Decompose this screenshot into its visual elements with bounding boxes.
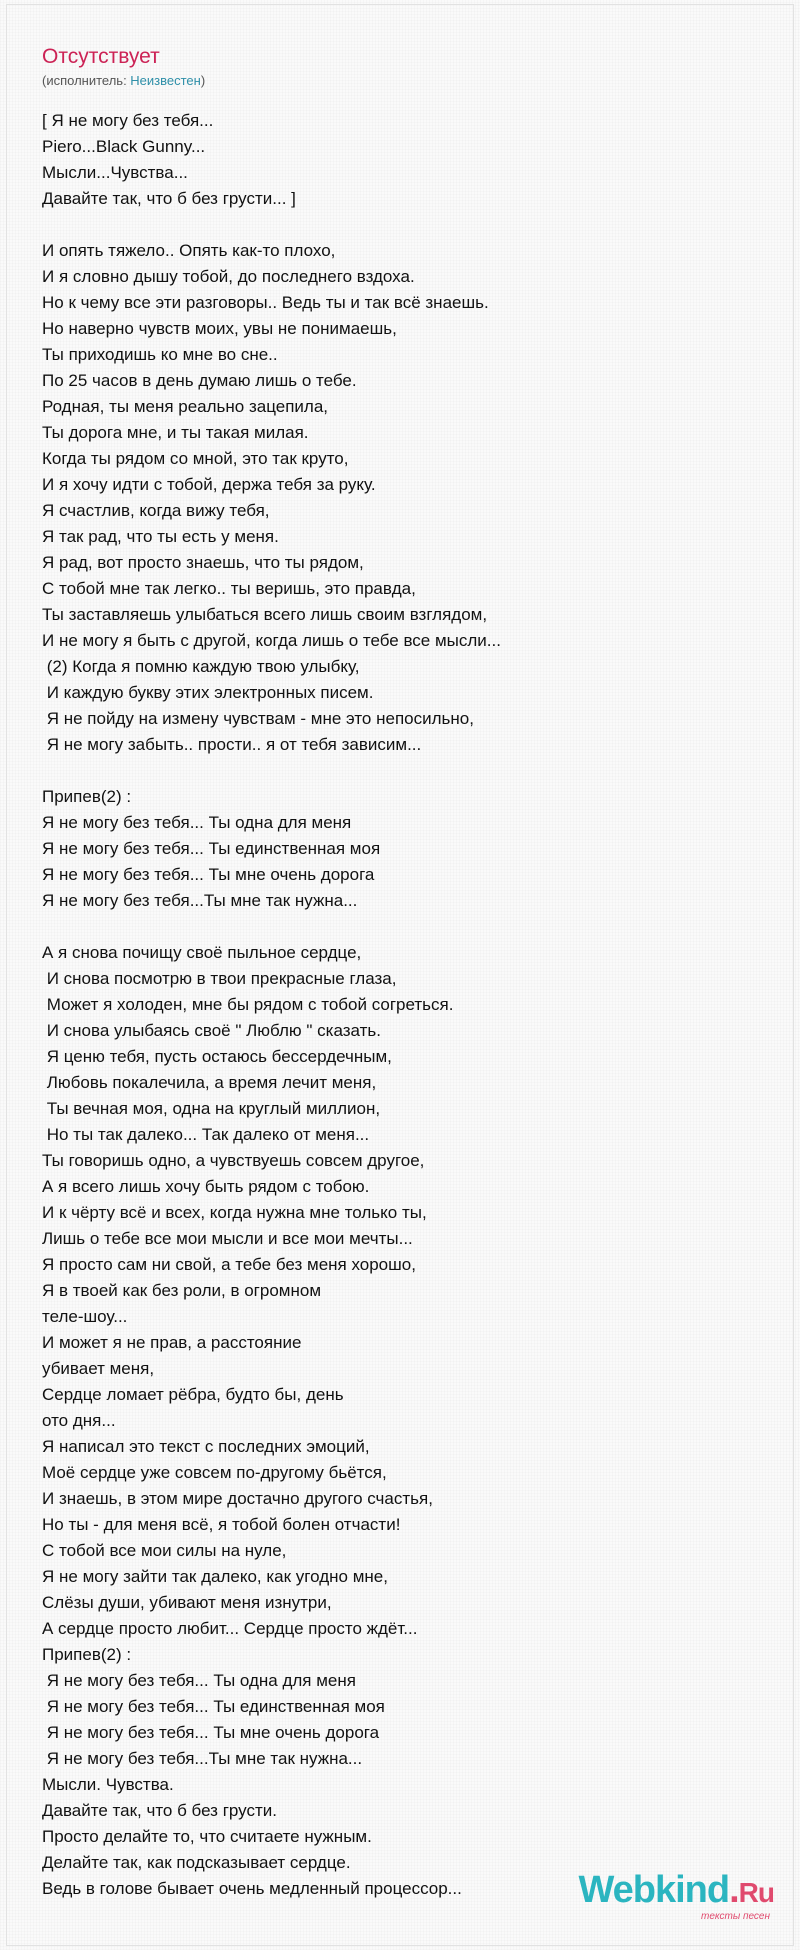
lyric-line: Я не могу без тебя...Ты мне так нужна...: [42, 1749, 363, 1768]
logo-tagline: тексты песен: [701, 1911, 770, 1922]
lyric-line: Делайте так, как подсказывает сердце.: [42, 1853, 351, 1872]
lyric-line: убивает меня,: [42, 1359, 155, 1378]
lyric-line: Я не могу без тебя... Ты одна для меня: [42, 813, 352, 832]
lyric-line: И каждую букву этих электронных писем.: [42, 683, 374, 702]
lyric-line: Я не могу без тебя... Ты единственная моя: [42, 1697, 385, 1716]
lyric-line: Родная, ты меня реально зацепила,: [42, 397, 329, 416]
lyric-line: Просто делайте то, что считаете нужным.: [42, 1827, 372, 1846]
lyric-line: Я просто сам ни свой, а тебе без меня хорошо,: [42, 1255, 416, 1274]
lyric-line: По 25 часов в день думаю лишь о тебе.: [42, 371, 357, 390]
lyric-line: Но к чему все эти разговоры.. Ведь ты и так всё знаешь.: [42, 293, 489, 312]
lyric-line: Ты говоришь одно, а чувствуешь совсем другое,: [42, 1151, 425, 1170]
lyric-line: А я снова почищу своё пыльное сердце,: [42, 943, 362, 962]
lyric-line: Мысли...Чувства...: [42, 163, 188, 182]
lyric-line: Я не могу без тебя... Ты мне очень дорога: [42, 1723, 380, 1742]
logo-dot: .: [729, 1869, 739, 1911]
lyric-line: Моё сердце уже совсем по-другому бьётся,: [42, 1463, 387, 1482]
lyric-line: Ты дорога мне, и ты такая милая.: [42, 423, 309, 442]
lyric-line: Я так рад, что ты есть у меня.: [42, 527, 279, 546]
webkind-logo[interactable]: [574, 1870, 774, 1928]
lyric-line: И снова улыбаясь своё " Люблю " сказать.: [42, 1021, 381, 1040]
lyric-line: ото дня...: [42, 1411, 116, 1430]
lyric-line: теле-шоу...: [42, 1307, 128, 1326]
lyric-line: Piero...Black Gunny...: [42, 137, 206, 156]
lyric-line: Ты вечная моя, одна на круглый миллион,: [42, 1099, 381, 1118]
lyric-line: И я хочу идти с тобой, держа тебя за руку.: [42, 475, 376, 494]
lyric-line: Я в твоей как без роли, в огромном: [42, 1281, 322, 1300]
lyric-line: А я всего лишь хочу быть рядом с тобою.: [42, 1177, 370, 1196]
lyric-line: Я не могу без тебя... Ты одна для меня: [42, 1671, 356, 1690]
lyric-line: Я не могу зайти так далеко, как угодно мне,: [42, 1567, 388, 1586]
lyric-line: С тобой все мои силы на нуле,: [42, 1541, 287, 1560]
lyric-line: Припев(2) :: [42, 787, 132, 806]
lyric-line: И знаешь, в этом мире достачно другого счастья,: [42, 1489, 433, 1508]
lyric-line: Но ты - для меня всё, я тобой болен отчасти!: [42, 1515, 401, 1534]
logo-wordmark: [578, 1870, 774, 1913]
lyric-line: (2) Когда я помню каждую твою улыбку,: [42, 657, 360, 676]
lyric-line: [42, 914, 762, 940]
lyric-line: Слёзы души, убивают меня изнутри,: [42, 1593, 332, 1612]
lyric-line: [42, 758, 762, 784]
lyric-line: Я рад, вот просто знаешь, что ты рядом,: [42, 553, 364, 572]
lyric-line: Ты приходишь ко мне во сне..: [42, 345, 278, 364]
artist-link[interactable]: Неизвестен: [130, 73, 201, 88]
lyric-line: А сердце просто любит... Сердце просто ждёт...: [42, 1619, 418, 1638]
lyric-line: Припев(2) :: [42, 1645, 132, 1664]
lyric-line: Я не могу без тебя... Ты мне очень дорога: [42, 865, 375, 884]
lyric-line: [ Я не могу без тебя...: [42, 111, 214, 130]
lyric-line: И не могу я быть с другой, когда лишь о тебе все мысли...: [42, 631, 501, 650]
lyric-line: Ты заставляешь улыбаться всего лишь своим взглядом,: [42, 605, 488, 624]
lyric-line: Когда ты рядом со мной, это так круто,: [42, 449, 349, 468]
lyric-line: Но наверно чувств моих, увы не понимаешь,: [42, 319, 397, 338]
artist-line: [42, 73, 205, 89]
lyric-line: Ведь в голове бывает очень медленный процессор...: [42, 1879, 462, 1898]
lyric-line: Я написал это текст с последних эмоций,: [42, 1437, 370, 1456]
lyric-line: И к чёрту всё и всех, когда нужна мне только ты,: [42, 1203, 427, 1222]
lyric-line: Лишь о тебе все мои мысли и все мои мечты...: [42, 1229, 413, 1248]
lyric-line: Мысли. Чувства.: [42, 1775, 174, 1794]
lyric-line: Может я холоден, мне бы рядом с тобой согреться.: [42, 995, 454, 1014]
lyric-line: С тобой мне так легко.. ты веришь, это правда,: [42, 579, 416, 598]
lyric-line: [42, 212, 762, 238]
lyric-line: Давайте так, что б без грусти... ]: [42, 189, 296, 208]
song-title: Отсутствует: [42, 45, 160, 68]
lyric-line: И я словно дышу тобой, до последнего вздоха.: [42, 267, 415, 286]
lyric-line: Но ты так далеко... Так далеко от меня...: [42, 1125, 370, 1144]
artist-prefix: (исполнитель:: [42, 73, 131, 88]
lyric-line: Сердце ломает рёбра, будто бы, день: [42, 1385, 344, 1404]
lyric-line: И может я не прав, а расстояние: [42, 1333, 302, 1352]
lyric-line: Я не пойду на измену чувствам - мне это непосильно,: [42, 709, 474, 728]
lyric-line: И снова посмотрю в твои прекрасные глаза,: [42, 969, 397, 988]
logo-word: Webkind: [578, 1869, 730, 1911]
lyric-line: Я не могу без тебя... Ты единственная моя: [42, 839, 381, 858]
lyrics-text: [42, 108, 762, 1902]
lyric-line: Давайте так, что б без грусти.: [42, 1801, 277, 1820]
lyric-line: Я не могу забыть.. прости.. я от тебя зависим...: [42, 735, 422, 754]
logo-tld: Ru: [738, 1877, 774, 1908]
lyric-line: Я ценю тебя, пусть остаюсь бессердечным,: [42, 1047, 392, 1066]
lyric-line: Я не могу без тебя...Ты мне так нужна...: [42, 891, 358, 910]
artist-suffix: ): [200, 73, 206, 88]
lyric-line: Я счастлив, когда вижу тебя,: [42, 501, 270, 520]
lyric-line: Любовь покалечила, а время лечит меня,: [42, 1073, 377, 1092]
lyric-line: И опять тяжело.. Опять как-то плохо,: [42, 241, 336, 260]
